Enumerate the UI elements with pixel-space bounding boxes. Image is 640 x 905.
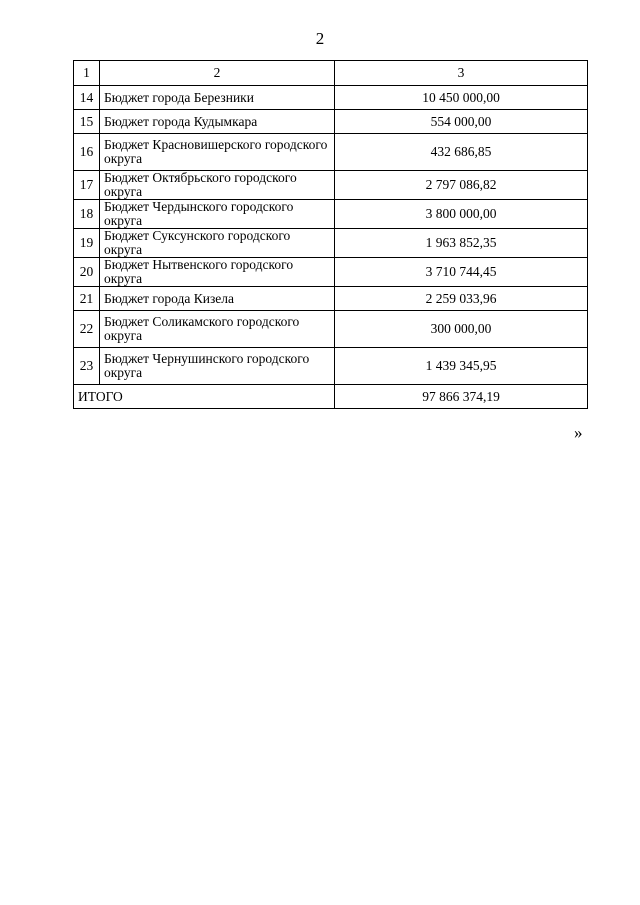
row-number: 21	[74, 287, 100, 311]
row-amount: 1 439 345,95	[335, 348, 588, 385]
row-name: Бюджет Нытвенского городского округа	[100, 258, 335, 287]
row-name: Бюджет Соликамского городского округа	[100, 311, 335, 348]
table-row	[74, 311, 588, 348]
table-row	[74, 86, 588, 110]
row-amount: 1 963 852,35	[335, 229, 588, 258]
row-number: 23	[74, 348, 100, 385]
row-name: Бюджет города Кизела	[100, 287, 335, 311]
table-total-row	[74, 385, 588, 409]
table-row	[74, 200, 588, 229]
row-name: Бюджет Красновишерского городского округа	[100, 134, 335, 171]
row-amount: 2 797 086,82	[335, 171, 588, 200]
table-row	[74, 134, 588, 171]
row-number: 19	[74, 229, 100, 258]
row-amount: 3 800 000,00	[335, 200, 588, 229]
row-name: Бюджет Октябрьского городского округа	[100, 171, 335, 200]
closing-quote: »	[574, 423, 583, 442]
row-number: 22	[74, 311, 100, 348]
row-name: Бюджет Чернушинского городского округа	[100, 348, 335, 385]
row-number: 14	[74, 86, 100, 110]
column-header-number: 1	[74, 61, 100, 86]
page-number: 2	[315, 29, 325, 48]
row-name: Бюджет Суксунского городского округа	[100, 229, 335, 258]
row-name: Бюджет города Кудымкара	[100, 110, 335, 134]
row-amount: 10 450 000,00	[335, 86, 588, 110]
row-name: Бюджет Чердынского городского округа	[100, 200, 335, 229]
row-amount: 300 000,00	[335, 311, 588, 348]
table-header-row	[74, 61, 588, 86]
table-row	[74, 258, 588, 287]
row-name: Бюджет города Березники	[100, 86, 335, 110]
row-amount: 554 000,00	[335, 110, 588, 134]
total-amount: 97 866 374,19	[335, 385, 588, 409]
row-amount: 2 259 033,96	[335, 287, 588, 311]
row-number: 16	[74, 134, 100, 171]
row-number: 15	[74, 110, 100, 134]
table-row	[74, 348, 588, 385]
table-row	[74, 229, 588, 258]
column-header-name: 2	[100, 61, 335, 86]
column-header-amount: 3	[335, 61, 588, 86]
row-amount: 3 710 744,45	[335, 258, 588, 287]
budget-table	[73, 60, 588, 409]
table-row	[74, 287, 588, 311]
total-label: ИТОГО	[74, 385, 335, 409]
row-number: 18	[74, 200, 100, 229]
table-row	[74, 110, 588, 134]
row-number: 20	[74, 258, 100, 287]
row-number: 17	[74, 171, 100, 200]
table-row	[74, 171, 588, 200]
row-amount: 432 686,85	[335, 134, 588, 171]
